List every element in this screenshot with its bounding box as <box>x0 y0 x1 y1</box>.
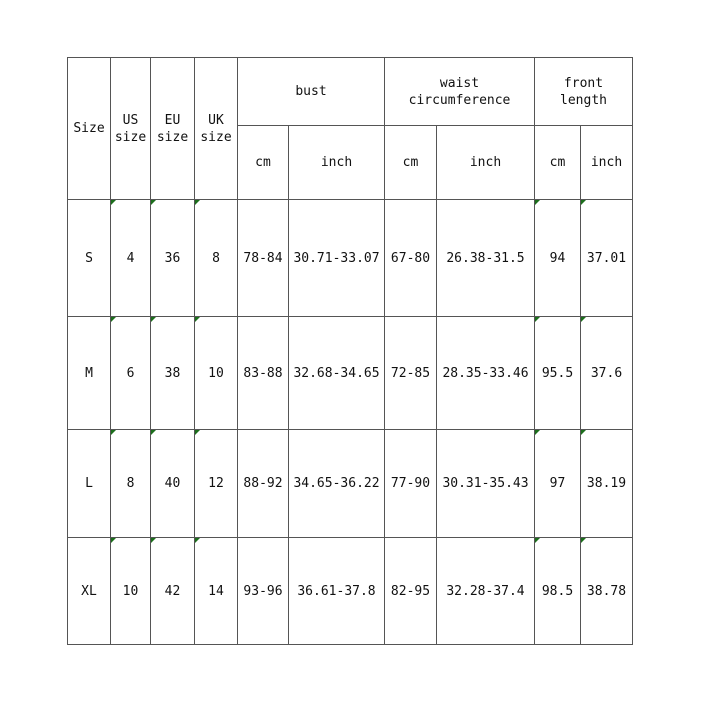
cell-waist-inch: 30.31-35.43 <box>437 430 535 538</box>
cell-us: 10 <box>111 538 151 645</box>
header-uk-size: UK size <box>195 58 238 200</box>
cell-bust-inch: 32.68-34.65 <box>289 317 385 430</box>
cell-bust-inch: 34.65-36.22 <box>289 430 385 538</box>
corner-marker <box>111 200 116 205</box>
table-row-xl <box>68 538 633 645</box>
cell-eu: 40 <box>151 430 195 538</box>
cell-size: XL <box>68 538 111 645</box>
cell-us: 6 <box>111 317 151 430</box>
corner-marker <box>195 317 200 322</box>
corner-marker <box>151 430 156 435</box>
cell-waist-cm: 67-80 <box>385 200 437 317</box>
corner-marker <box>111 538 116 543</box>
cell-eu: 38 <box>151 317 195 430</box>
cell-uk: 12 <box>195 430 238 538</box>
header-front-inch: inch <box>581 126 633 200</box>
header-front-cm: cm <box>535 126 581 200</box>
table-row-s <box>68 200 633 317</box>
cell-waist-inch: 26.38-31.5 <box>437 200 535 317</box>
corner-marker <box>581 430 586 435</box>
table-row-l <box>68 430 633 538</box>
cell-bust-cm: 93-96 <box>238 538 289 645</box>
corner-marker <box>535 430 540 435</box>
corner-marker <box>151 538 156 543</box>
corner-marker <box>581 538 586 543</box>
cell-eu: 36 <box>151 200 195 317</box>
header-us-size: US size <box>111 58 151 200</box>
cell-us: 4 <box>111 200 151 317</box>
cell-us: 8 <box>111 430 151 538</box>
header-bust: bust <box>238 58 385 126</box>
cell-front-cm: 95.5 <box>535 317 581 430</box>
cell-size: S <box>68 200 111 317</box>
cell-front-cm: 98.5 <box>535 538 581 645</box>
cell-waist-cm: 77-90 <box>385 430 437 538</box>
cell-bust-cm: 83-88 <box>238 317 289 430</box>
header-waist-cm: cm <box>385 126 437 200</box>
header-waist-inch: inch <box>437 126 535 200</box>
cell-front-cm: 97 <box>535 430 581 538</box>
cell-size: M <box>68 317 111 430</box>
corner-marker <box>195 430 200 435</box>
cell-front-inch: 38.78 <box>581 538 633 645</box>
cell-bust-inch: 36.61-37.8 <box>289 538 385 645</box>
cell-size: L <box>68 430 111 538</box>
cell-uk: 14 <box>195 538 238 645</box>
cell-eu: 42 <box>151 538 195 645</box>
corner-marker <box>111 317 116 322</box>
header-row-top <box>68 58 633 126</box>
header-size: Size <box>68 58 111 200</box>
header-bust-cm: cm <box>238 126 289 200</box>
corner-marker <box>195 538 200 543</box>
cell-waist-cm: 72-85 <box>385 317 437 430</box>
header-front-length: front length <box>535 58 633 126</box>
cell-bust-inch: 30.71-33.07 <box>289 200 385 317</box>
cell-bust-cm: 78-84 <box>238 200 289 317</box>
corner-marker <box>151 200 156 205</box>
corner-marker <box>581 317 586 322</box>
cell-waist-inch: 28.35-33.46 <box>437 317 535 430</box>
cell-bust-cm: 88-92 <box>238 430 289 538</box>
corner-marker <box>535 200 540 205</box>
cell-waist-inch: 32.28-37.4 <box>437 538 535 645</box>
corner-marker <box>195 200 200 205</box>
cell-uk: 10 <box>195 317 238 430</box>
table-row-m <box>68 317 633 430</box>
header-waist: waist circumference <box>385 58 535 126</box>
cell-uk: 8 <box>195 200 238 317</box>
corner-marker <box>535 317 540 322</box>
size-chart-table <box>67 57 633 645</box>
corner-marker <box>535 538 540 543</box>
header-bust-inch: inch <box>289 126 385 200</box>
cell-front-inch: 38.19 <box>581 430 633 538</box>
cell-front-cm: 94 <box>535 200 581 317</box>
cell-waist-cm: 82-95 <box>385 538 437 645</box>
cell-front-inch: 37.01 <box>581 200 633 317</box>
corner-marker <box>581 200 586 205</box>
header-eu-size: EU size <box>151 58 195 200</box>
corner-marker <box>151 317 156 322</box>
corner-marker <box>111 430 116 435</box>
cell-front-inch: 37.6 <box>581 317 633 430</box>
